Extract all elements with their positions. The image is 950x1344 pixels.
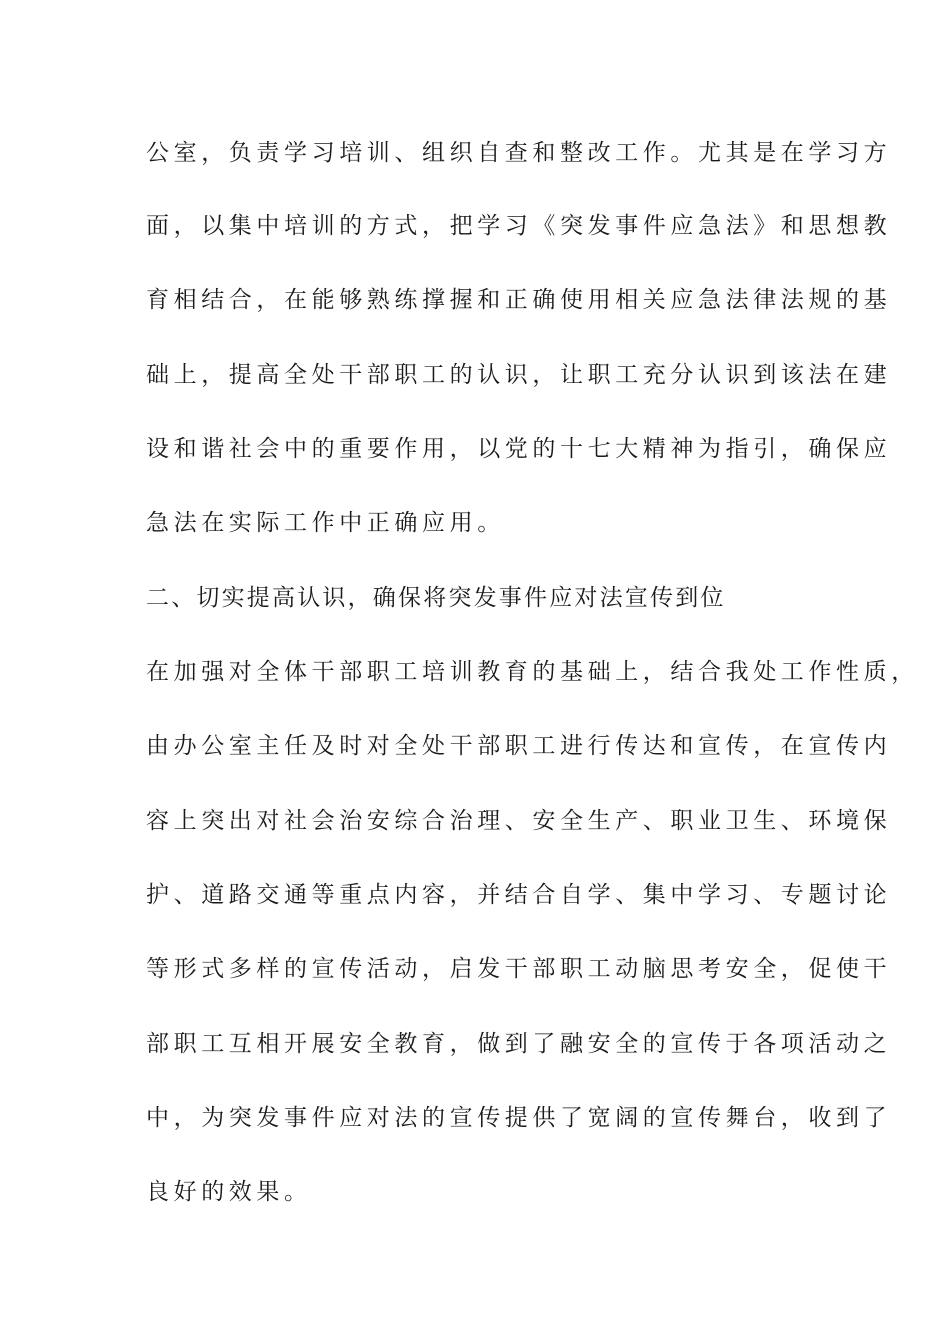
paragraph-2-line-1: 在加强对全体干部职工培训教育的基础上，结合我处工作性质， bbox=[146, 659, 919, 685]
paragraph-1-line-6: 急法在实际工作中正确应用。 bbox=[146, 510, 505, 536]
section-heading: 二、切实提高认识，确保将突发事件应对法宣传到位 bbox=[146, 585, 726, 611]
paragraph-2-line-5: 等形式多样的宣传活动，启发干部职工动脑思考安全，促使干 bbox=[146, 956, 892, 982]
paragraph-1-line-1: 公室，负责学习培训、组织自查和整改工作。尤其是在学习方 bbox=[146, 140, 892, 166]
paragraph-2-line-7: 中，为突发事件应对法的宣传提供了宽阔的宣传舞台，收到了 bbox=[146, 1105, 892, 1131]
paragraph-2-line-3: 容上突出对社会治安综合治理、安全生产、职业卫生、环境保 bbox=[146, 808, 892, 834]
paragraph-1-line-2: 面，以集中培训的方式，把学习《突发事件应急法》和思想教 bbox=[146, 213, 892, 239]
paragraph-1-line-3: 育相结合，在能够熟练撑握和正确使用相关应急法律法规的基 bbox=[146, 287, 892, 313]
paragraph-2-line-4: 护、道路交通等重点内容，并结合自学、集中学习、专题讨论 bbox=[146, 882, 892, 908]
paragraph-1-line-4: 础上，提高全处干部职工的认识，让职工充分认识到该法在建 bbox=[146, 362, 892, 388]
paragraph-1-line-5: 设和谐社会中的重要作用，以党的十七大精神为指引，确保应 bbox=[146, 436, 892, 462]
paragraph-2-line-6: 部职工互相开展安全教育，做到了融安全的宣传于各项活动之 bbox=[146, 1031, 892, 1057]
paragraph-2-line-8: 良好的效果。 bbox=[146, 1179, 312, 1205]
paragraph-2-line-2: 由办公室主任及时对全处干部职工进行传达和宣传，在宣传内 bbox=[146, 733, 892, 759]
